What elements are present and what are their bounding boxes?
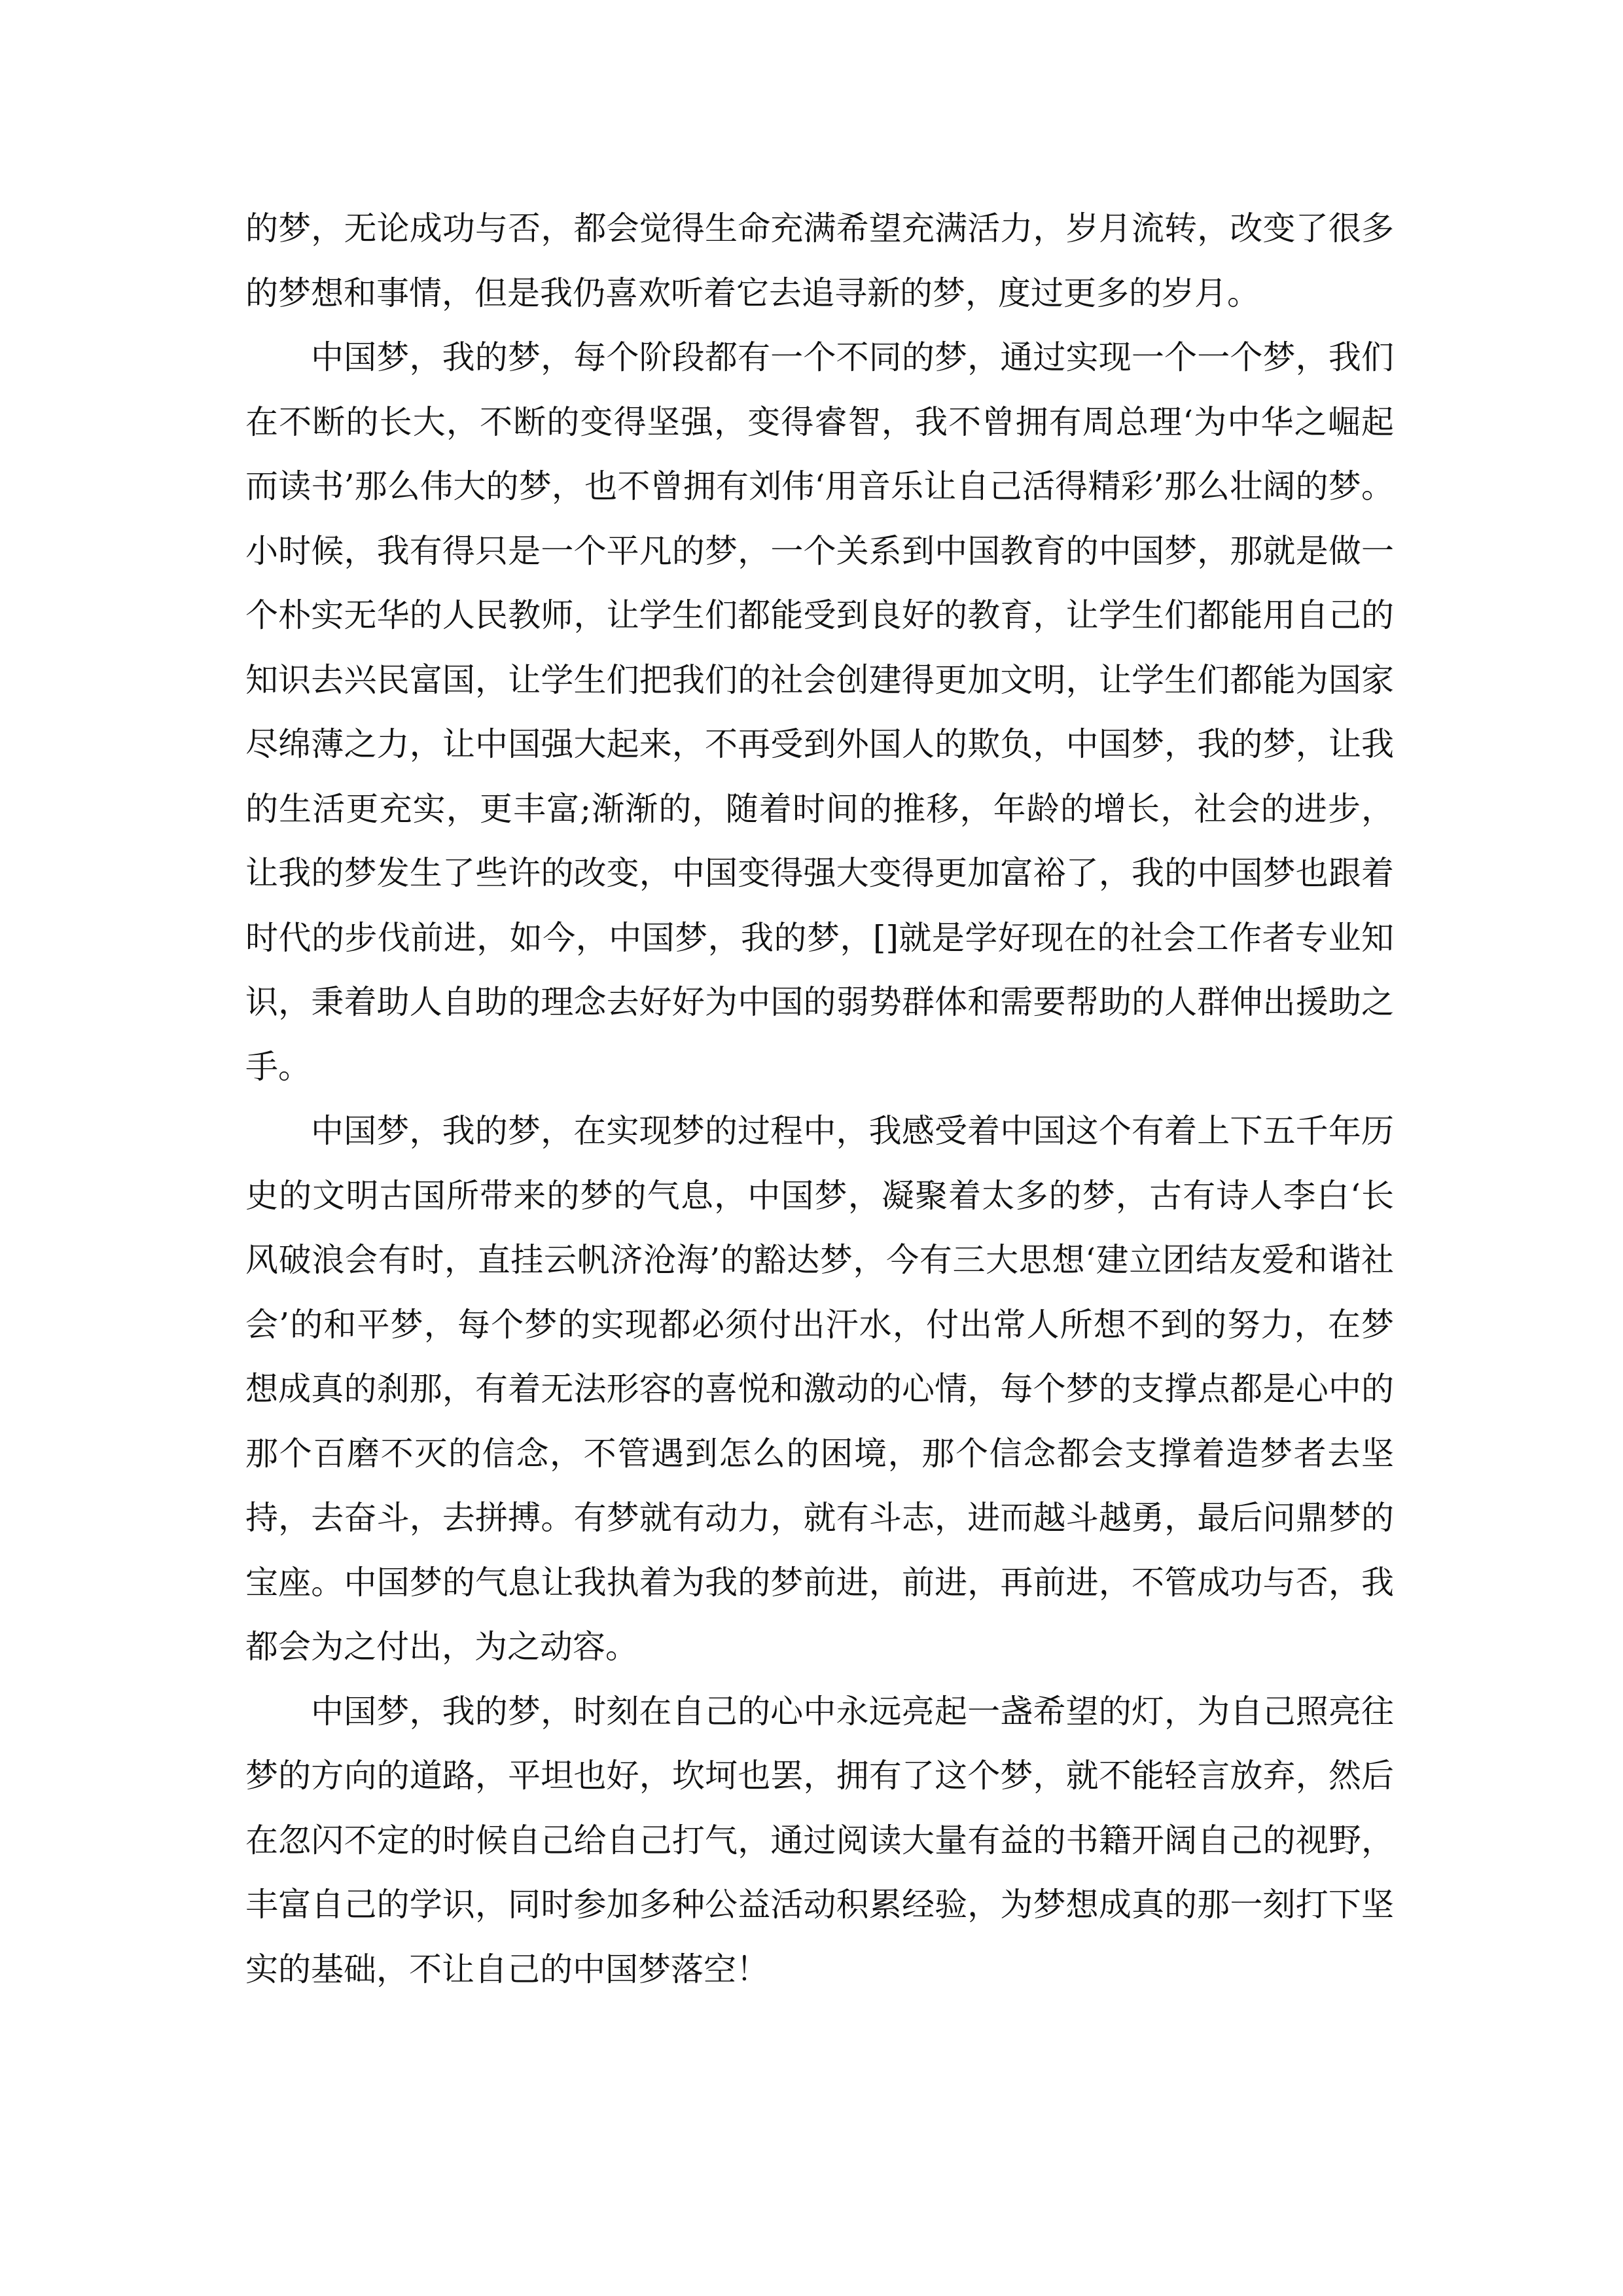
paragraph-continuation: 的梦，无论成功与否，都会觉得生命充满希望充满活力，岁月流转，改变了很多的梦想和事情，但是我仍喜欢听着它去追寻新的梦，度过更多的岁月。 <box>245 209 1394 312</box>
body-text <box>245 196 1394 2001</box>
paragraph: 中国梦，我的梦，时刻在自己的心中永远亮起一盏希望的灯，为自己照亮往梦的方向的道路，平坦也好，坎坷也罢，拥有了这个梦，就不能轻言放弃，然后在忽闪不定的时候自己给自己打气，通过阅读大量有益的书籍开阔自己的视野，丰富自己的学识，同时参加多种公益活动积累经验，为梦想成真的那一刻打下坚实的基础，不让自己的中国梦落空！ <box>245 1692 1394 1988</box>
paragraph: 中国梦，我的梦，在实现梦的过程中，我感受着中国这个有着上下五千年历史的文明古国所带来的梦的气息，中国梦，凝聚着太多的梦，古有诗人李白‘长风破浪会有时，直挂云帆济沧海’的豁达梦，今有三大思想‘建立团结友爱和谐社会’的和平梦，每个梦的实现都必须付出汗水，付出常人所想不到的努力，在梦想成真的刹那，有着无法形容的喜悦和激动的心情，每个梦的支撑点都是心中的那个百磨不灭的信念，不管遇到怎么的困境，那个信念都会支撑着造梦者去坚持，去奋斗，去拼搏。有梦就有动力，就有斗志，进而越斗越勇，最后问鼎梦的宝座。中国梦的气息让我执着为我的梦前进，前进，再前进，不管成功与否，我都会为之付出，为之动容。 <box>245 1112 1394 1666</box>
paragraph: 中国梦，我的梦，每个阶段都有一个不同的梦，通过实现一个一个梦，我们在不断的长大，不断的变得坚强，变得睿智，我不曾拥有周总理‘为中华之崛起而读书’那么伟大的梦，也不曾拥有刘伟‘用音乐让自己活得精彩’那么壮阔的梦。小时候，我有得只是一个平凡的梦，一个关系到中国教育的中国梦，那就是做一个朴实无华的人民教师，让学生们都能受到良好的教育，让学生们都能用自己的知识去兴民富国，让学生们把我们的社会创建得更加文明，让学生们都能为国家尽绵薄之力，让中国强大起来，不再受到外国人的欺负，中国梦，我的梦，让我的生活更充实，更丰富;渐渐的，随着时间的推移，年龄的增长，社会的进步，让我的梦发生了些许的改变，中国变得强大变得更加富裕了，我的中国梦也跟着时代的步伐前进，如今，中国梦，我的梦，[]就是学好现在的社会工作者专业知识，秉着助人自助的理念去好好为中国的弱势群体和需要帮助的人群伸出援助之手。 <box>245 338 1394 1086</box>
